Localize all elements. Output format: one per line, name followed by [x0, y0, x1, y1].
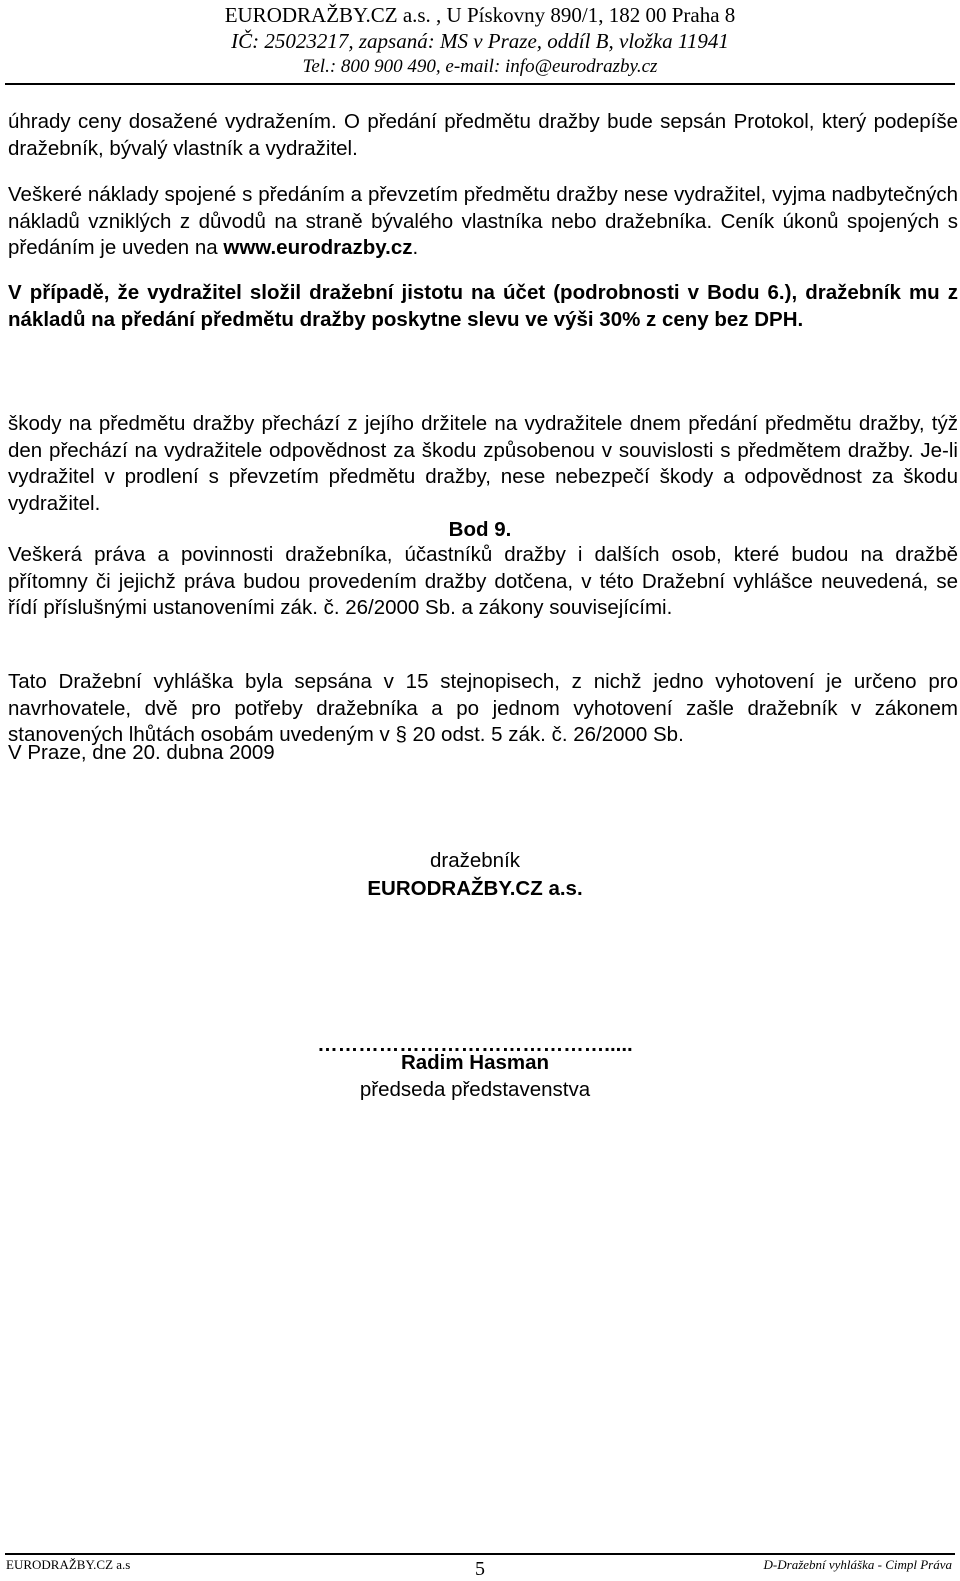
paragraph-copies: Tato Dražební vyhláška byla sepsána v 15 stejnopisech, z nichž jedno vyhotovení je určeno pro navrhovatele, dvě pro potřeby dražebníka a po jednom vyhotovení zašle dražebník v zákonem stanovených lhůtách osobám uvedeným v § 20 odst. 5 zák. č. 26/2000 Sb.	[8, 670, 958, 746]
costs-period: .	[412, 236, 419, 259]
signature-line: …………………………………….....	[317, 1033, 633, 1056]
header-divider	[5, 83, 955, 85]
paragraph-discount: V případě, že vydražitel složil dražební jistotu na účet (podrobnosti v Bodu 6.), dražebník mu z nákladů na předání předmětu dražby poskytne slevu ve výši 30% z ceny bez DPH.	[8, 281, 958, 331]
costs-text: Veškeré náklady spojené s předáním a převzetím předmětu dražby nese vydražitel, vyjma nadbytečných nákladů vzniklých z důvodů na straně bývalého vlastníka nebo dražebníka. Ceník úkonů spojených s předáním je uveden na	[8, 183, 958, 259]
header-contact: Tel.: 800 900 490, e-mail: info@eurodrazby.cz	[302, 56, 658, 77]
website-link[interactable]: www.eurodrazby.cz	[223, 236, 413, 259]
page-number: 5	[475, 1558, 485, 1580]
signatory-name: Radim Hasman	[400, 1051, 550, 1074]
place-date: V Praze, dne 20. dubna 2009	[8, 741, 275, 764]
paragraph-handover-protocol: úhrady ceny dosažené vydražením. O předání předmětu dražby bude sepsán Protokol, který podepíše dražebník, bývalý vlastník a vydražitel.	[8, 110, 958, 160]
footer-company: EURODRAŽBY.CZ a.s	[6, 1557, 131, 1572]
signatory-title: předseda představenstva	[359, 1078, 591, 1101]
paragraph-handover-costs	[8, 182, 958, 262]
paragraph-damage-liability: škody na předmětu dražby přechází z jejího držitele na vydražitele dnem předání předmětu dražby, týž den přechází na vydražitele odpovědnost za škodu způsobenou v souvislosti s předmětem dražby. Je-li vydražitel v prodlení s převzetím předmětu dražby, nese nebezpečí škody a odpovědnost za škodu vydražitel.	[8, 412, 958, 515]
signature-company: EURODRAŽBY.CZ a.s.	[367, 877, 583, 900]
paragraph-rights-obligations: Veškerá práva a povinnosti dražebníka, účastníků dražby i dalších osob, které budou na dražbě přítomny či jejichž práva budou provedením dražby dotčena, v této Dražební vyhlášce neuvedená, se řídí příslušnými ustanoveními zák. č. 26/2000 Sb. a zákony souvisejícími.	[8, 543, 958, 619]
signature-role: dražebník	[429, 849, 521, 872]
footer-document-title: D-Dražební vyhláška - Cimpl Práva	[763, 1557, 952, 1572]
header-registration: IČ: 25023217, zapsaná: MS v Praze, oddíl B, vložka 11941	[231, 29, 729, 53]
header-company-address: EURODRAŽBY.CZ a.s. , U Pískovny 890/1, 182 00 Praha 8	[224, 3, 736, 27]
footer-divider	[5, 1553, 955, 1555]
section-heading-bod-9: Bod 9.	[448, 518, 512, 541]
